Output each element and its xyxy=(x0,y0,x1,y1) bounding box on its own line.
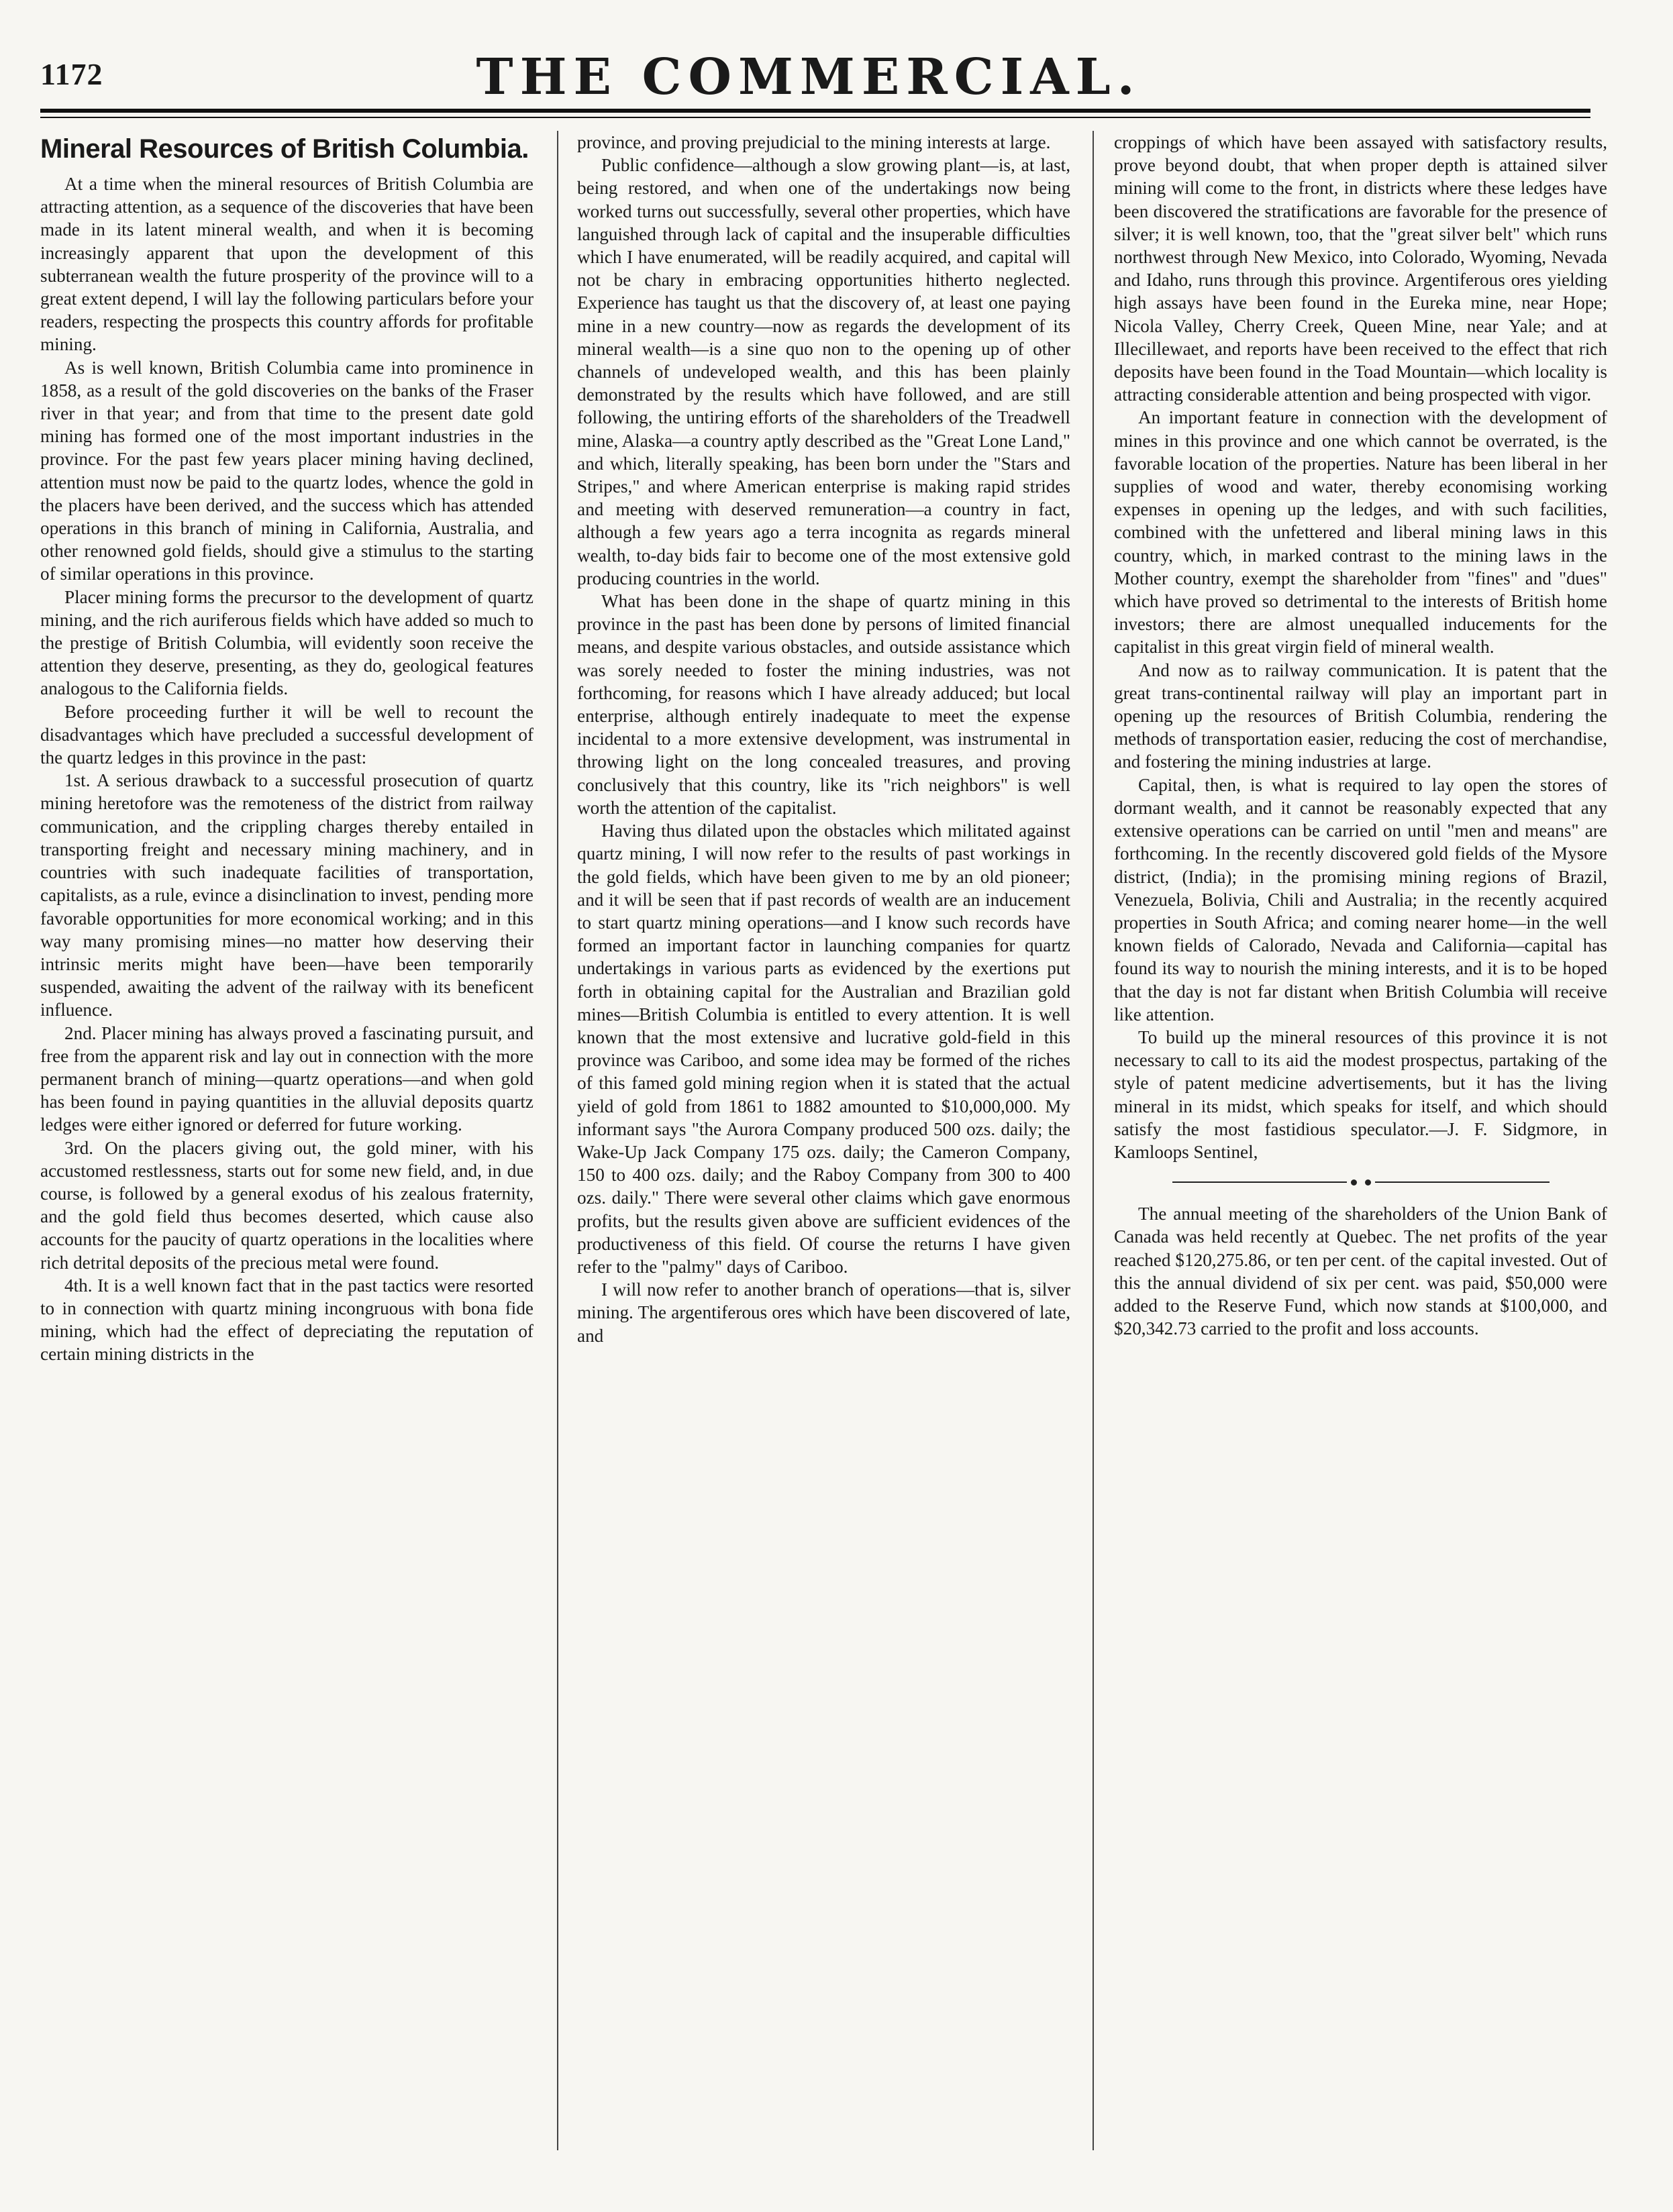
section-separator xyxy=(1114,1178,1607,1186)
article-paragraph: An important feature in connection with the development of mines in this province and one which cannot be overrated, is the favorable location of the properties. Nature has been liberal in her supplies of wood and water, thereby economising working expenses in opening up the ledges, and with such facilities, combined with the unfettered and liberal mining laws in this country, which, in marked contrast to the mining laws in the Mother country, exempt the shareholder from "fines" and "dues" which have proved so detrimental to the interests of British home investors; there are almost unequalled inducements for the capitalist in this great virgin field of mineral wealth. xyxy=(1114,407,1607,657)
page-number: 1172 xyxy=(40,57,103,91)
column-3 xyxy=(1114,131,1607,2150)
article-paragraph: Placer mining forms the precursor to the development of quartz mining, and the rich auriferous fields which have added so much to the prestige of British Columbia, will evidently soon receive the attention they deserve, presenting, as they do, geological features analogous to the California fields. xyxy=(40,586,534,699)
masthead: THE COMMERCIAL. xyxy=(476,48,1142,106)
article-paragraph: Before proceeding further it will be well to recount the disadvantages which have precluded a successful development of the quartz ledges in this province in the past: xyxy=(40,701,534,768)
news-item-paragraph: The annual meeting of the shareholders of the Union Bank of Canada was held recently at Quebec. The net profits of the year reached $120,275.86, or ten per cent. of the capital invested. Out of this the annual dividend of six per cent. was paid, $50,000 were added to the Reserve Fund, which now stands at $100,000, and $20,342.73 carried to the profit and loss accounts. xyxy=(1114,1204,1607,1339)
column-rule xyxy=(1093,131,1094,2150)
article-paragraph: At a time when the mineral resources of British Columbia are attracting attention, as a sequence of the discoveries that have been made in its latent mineral wealth, and when it is becoming increasingly apparent that upon the development of this subterranean wealth the future prosperity of the province will to a great extent depend, I will lay the following particulars before your readers, respecting the prospects this country affords for profitable mining. xyxy=(40,174,534,355)
column-1 xyxy=(40,131,534,2150)
article-paragraph: And now as to railway communication. It is patent that the great trans-continental railway will play an important part in opening up the resources of British Columbia, rendering the methods of transportation easier, reducing the cost of merchandise, and fostering the mining industries at large. xyxy=(1114,660,1607,772)
article-paragraph: I will now refer to another branch of operations—that is, silver mining. The argentiferous ores which have been discovered of late, and xyxy=(577,1279,1070,1346)
column-2 xyxy=(577,131,1070,2150)
header-rule-thin xyxy=(40,117,1590,118)
article-paragraph: 1st. A serious drawback to a successful prosecution of quartz mining heretofore was the remoteness of the district from railway communication, and the crippling charges thereby entailed in transporting freight and necessary mining machinery, and in countries with such inadequate facilities of transportation, capitalists, as a rule, evince a disinclination to invest, pending more favorable opportunities for more economical working; and in this way many promising mines—no matter how deserving their intrinsic merits might have been—have been temporarily suspended, awaiting the advent of the railway with its beneficent influence. xyxy=(40,770,534,1020)
article-paragraph: Capital, then, is what is required to lay open the stores of dormant wealth, and it cannot be reasonably expected that any extensive operations can be carried on until "men and means" are forthcoming. In the recently discovered gold fields of the Mysore district, (India); in the promising mining regions of Brazil, Venezuela, Bolivia, Chili and Australia; in the recently acquired properties in South Africa; and coming nearer home—in the well known fields of Calorado, Nevada and California—capital has found its way to nourish the mining interests, and it is to be hoped that the day is not far distant when British Columbia will receive like attention. xyxy=(1114,774,1607,1024)
article-paragraph: province, and proving prejudicial to the mining interests at large. xyxy=(577,132,1051,152)
article-title: Mineral Resources of British Columbia. xyxy=(40,134,529,164)
article-paragraph: 2nd. Placer mining has always proved a fascinating pursuit, and free from the apparent risk and lay out in connection with the more permanent branch of mining—quartz operations—and when gold has been found in paying quantities in the alluvial deposits quartz ledges were either ignored or deferred for future working. xyxy=(40,1022,534,1135)
article-paragraph: Having thus dilated upon the obstacles which militated against quartz mining, I will now refer to the results of past workings in the gold fields, which have been given to me by an old pioneer; and it will be seen that if past records of wealth are an inducement to start quartz mining operations—and I know such records have formed an important factor in launching companies for quartz undertakings in various parts as evidenced by the exertions put forth in obtaining capital for the Australian and Brazilian gold mines—British Columbia is entitled to every attention. It is well known that the most extensive and lucrative gold-field in this province was Cariboo, and some idea may be formed of the riches of this famed gold mining region when it is stated that the actual yield of gold from 1861 to 1882 amounted to $10,000,000. My informant says "the Aurora Company produced 500 ozs. daily; the Wake-Up Jack Company 175 ozs. daily; the Cameron Company, 150 to 400 ozs. daily; and the Raboy Company from 300 to 400 ozs. daily." There were several other claims which gave enormous profits, but the results given above are sufficient evidences of the productiveness of this field. Of course the returns I have given refer to the "palmy" days of Cariboo. xyxy=(577,821,1070,1277)
header-rule-thick xyxy=(40,109,1590,113)
article-paragraph: What has been done in the shape of quartz mining in this province in the past has been done by persons of limited financial means, and despite various obstacles, and outside assistance which was sorely needed to foster the mining industries, was not forthcoming, for reasons which I have already adduced; but local enterprise, although entirely inadequate to meet the expense incidental to a more extensive development, was instrumental in throwing light on the long concealed treasures, and proving conclusively that this country, like its "rich neighbors" is well worth the attention of the capitalist. xyxy=(577,591,1070,818)
article-paragraph: 4th. It is a well known fact that in the past tactics were resorted to in connection with quartz mining incongruous with bona fide mining, which had the effect of depreciating the reputation of certain mining districts in the xyxy=(40,1275,534,1365)
column-rule xyxy=(557,131,558,2150)
article-paragraph: As is well known, British Columbia came into prominence in 1858, as a result of the gold discoveries on the banks of the Fraser river in that year; and from that time to the present date gold mining has formed one of the most important industries in the province. For the past few years placer mining having declined, attention must now be paid to the quartz lodes, whence the gold in the placers have been derived, and the success which has attended operations in this branch of mining in California, Australia, and other renowned gold fields, should give a stimulus to the starting of similar operations in this province. xyxy=(40,357,534,584)
article-paragraph: croppings of which have been assayed with satisfactory results, prove beyond doubt, that when proper depth is attained silver mining will come to the front, in districts where these ledges have been discovered the stratifications are favorable for the presence of silver; it is well known, too, that the "great silver belt" which runs northwest through New Mexico, into Colorado, Wyoming, Nevada and Idaho, runs through this province. Argentiferous ores yielding high assays have been found in the Eureka mine, near Hope; Nicola Valley, Cherry Creek, Queen Mine, near Yale; and at Illecillewaet, and reports have been received to the effect that rich deposits have been found in the Toad Mountain—which locality is attracting considerable attention and being prospected with vigor. xyxy=(1114,132,1607,405)
article-paragraph: To build up the mineral resources of this province it is not necessary to call to its aid the modest prospectus, partaking of the style of patent medicine advertisements, but it has the living mineral in its midst, which speaks for itself, and which should satisfy the most fastidious speculator.—J. F. Sidgmore, in Kamloops Sentinel, xyxy=(1114,1026,1607,1162)
article-paragraph: 3rd. On the placers giving out, the gold miner, with his accustomed restlessness, starts out for some new field, and, in due course, is followed by a general exodus of his zealous fraternity, and the gold field thus becomes deserted, which cause also accounts for the paucity of quartz operations in the localities where rich detrital deposits of the precious metal were found. xyxy=(40,1137,534,1273)
article-paragraph: Public confidence—although a slow growing plant—is, at last, being restored, and when one of the undertakings now being worked turns out successfully, several other properties, which have languished through lack of capital and the insuperable difficulties which I have enumerated, will be readily acquired, and capital will not be chary in embracing opportunities hitherto neglected. Experience has taught us that the discovery of, at least one paying mine in a new country—now as regards the development of its mineral wealth—is a sine quo non to the opening up of other channels of undeveloped wealth, and this has been plainly demonstrated by the results which have followed, and are still following, the untiring efforts of the shareholders of the Treadwell mine, Alaska—a country aptly described as the "Great Lone Land," and which, literally speaking, has been born under the "Stars and Stripes," and where American enterprise is making rapid strides and meeting with deserved remuneration—a country in fact, although a few years ago a terra incognita as regards mineral wealth, to-day bids fair to become one of the most extensive gold producing countries in the world. xyxy=(577,155,1070,588)
page-header xyxy=(40,39,1577,106)
